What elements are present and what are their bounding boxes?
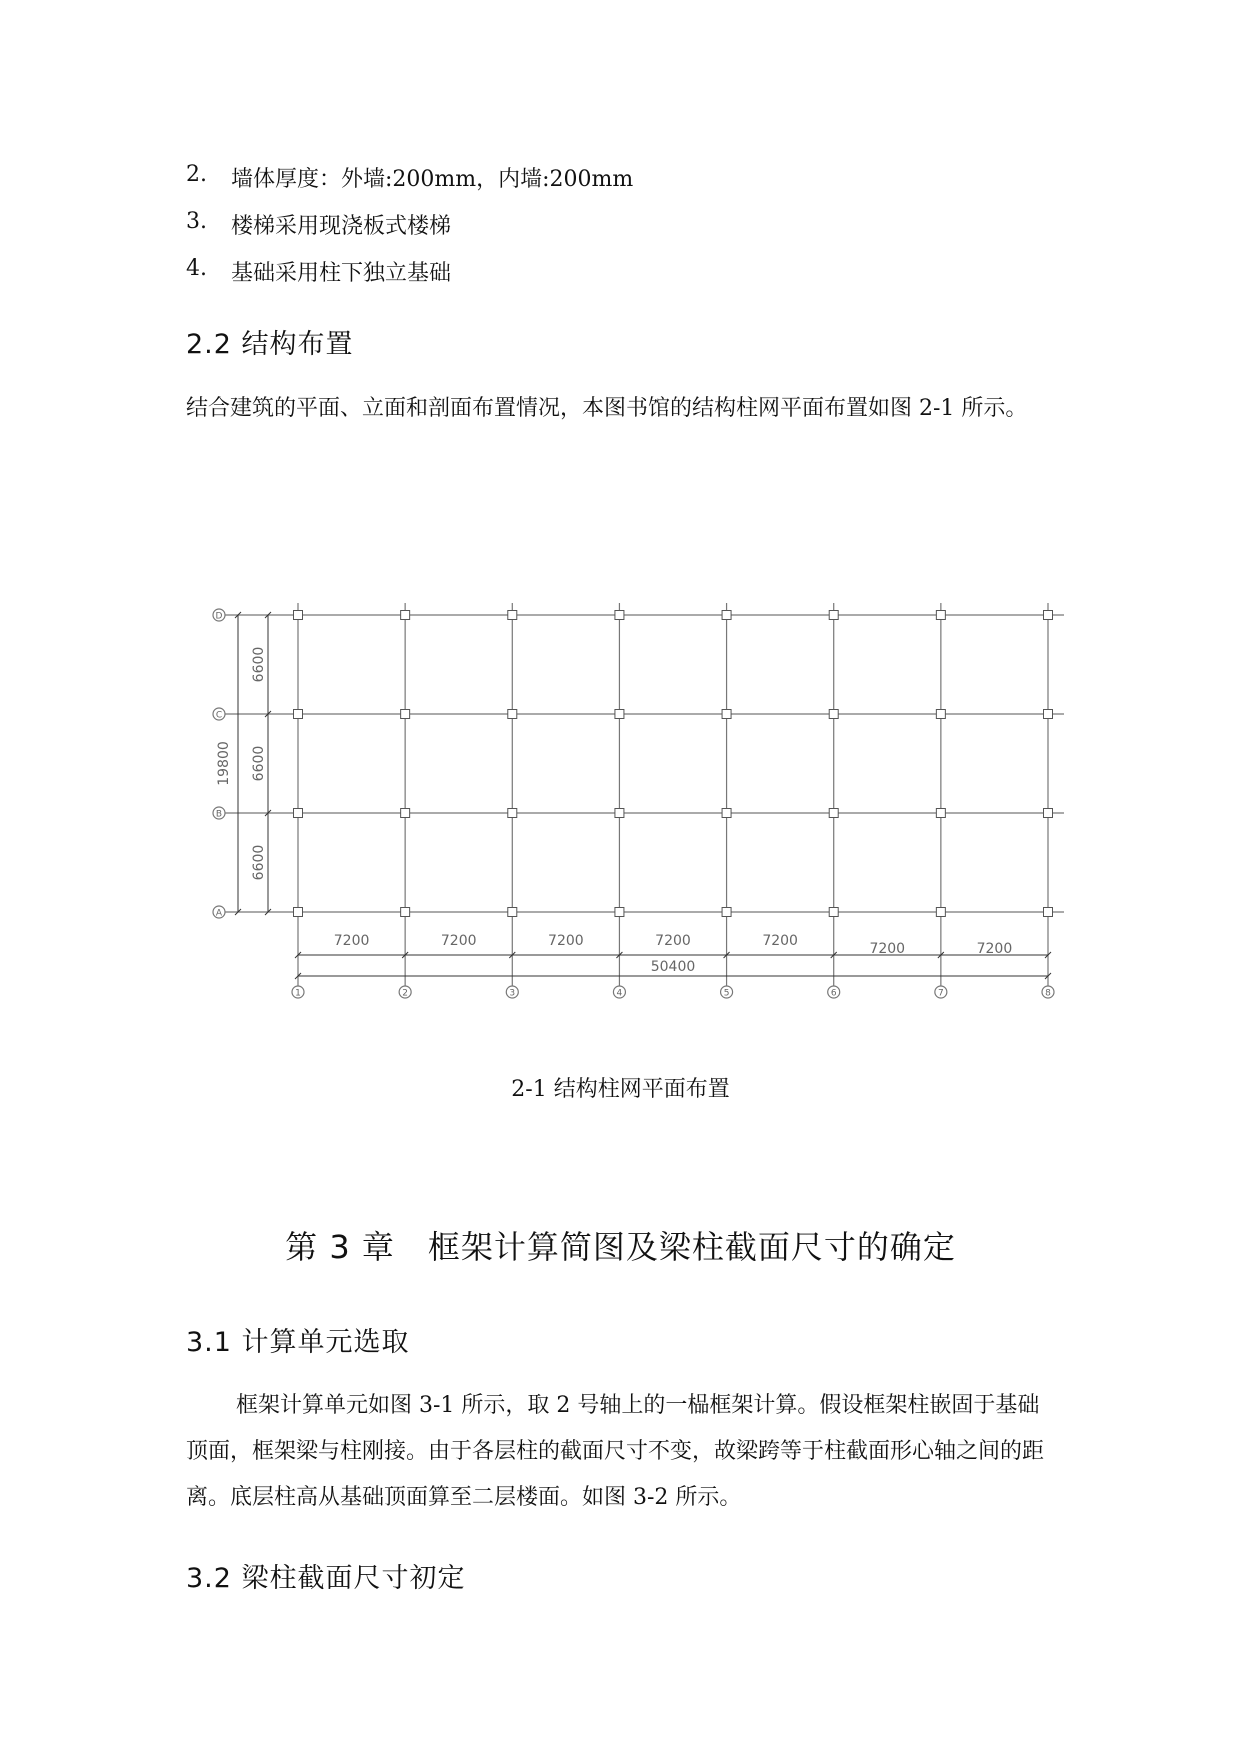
column-marker [615,611,624,620]
column-marker [1044,710,1053,719]
section-heading-3-2: 3.2 梁柱截面尺寸初定 [186,1563,466,1594]
chapter-3-title: 第 3 章 框架计算简图及梁柱截面尺寸的确定 [285,1228,956,1266]
dimension-label-column-spacing: 7200 [869,941,906,957]
list-item-3 [186,209,886,239]
column-marker [829,809,838,818]
column-marker [508,611,517,620]
axis-label-column: 5 [723,988,730,999]
list-text: 基础采用柱下独立基础 [231,261,452,286]
axis-label-row: A [215,908,223,919]
section-heading-2-2: 2.2 结构布置 [186,329,354,360]
list-text: 墙体厚度：外墙:200mm，内墙:200mm [231,167,634,192]
column-marker [936,809,945,818]
column-marker [722,908,731,917]
column-marker [936,908,945,917]
column-marker [722,809,731,818]
section-3-1-paragraph [186,1383,1061,1521]
axis-label-column: 4 [616,988,623,999]
dimension-label-row-spacing: 6600 [251,844,267,881]
axis-label-column: 7 [937,988,944,999]
list-number: 3. [186,209,207,234]
list-number: 2. [186,162,207,187]
axis-label-row: D [215,611,223,622]
dimension-label-total-depth: 19800 [216,741,232,786]
column-marker [508,809,517,818]
list-number: 4. [186,256,207,281]
dimension-label-column-spacing: 7200 [976,941,1013,957]
column-marker [722,611,731,620]
dimension-label-column-spacing: 7200 [440,933,477,949]
dimension-label-column-spacing: 7200 [333,933,370,949]
column-marker [829,710,838,719]
section-heading-3-1: 3.1 计算单元选取 [186,1327,410,1358]
column-marker [294,710,303,719]
column-marker [294,908,303,917]
column-marker [829,908,838,917]
column-marker [401,809,410,818]
column-marker [615,710,624,719]
axis-label-column: 2 [402,988,409,999]
column-marker [294,611,303,620]
column-marker [936,611,945,620]
dimension-label-row-spacing: 6600 [251,646,267,683]
column-marker [722,710,731,719]
column-marker [615,908,624,917]
column-marker [508,908,517,917]
list-text: 楼梯采用现浇板式楼梯 [231,214,452,239]
column-marker [294,809,303,818]
dimension-label-row-spacing: 6600 [251,745,267,782]
column-marker [401,611,410,620]
list-item-2 [186,162,886,192]
axis-label-column: 1 [295,988,301,999]
list-item-4 [186,256,886,286]
axis-label-column: 6 [830,988,837,999]
column-marker [1044,611,1053,620]
axis-label-column: 3 [509,988,516,999]
column-marker [401,710,410,719]
axis-label-row: B [215,809,223,820]
axis-label-column: 8 [1045,988,1051,999]
axis-label-row: C [215,710,223,721]
column-marker [401,908,410,917]
figure-2-1-caption: 2-1 结构柱网平面布置 [511,1077,730,1102]
dimension-label-column-spacing: 7200 [655,933,691,949]
column-marker [1044,908,1053,917]
column-marker [508,710,517,719]
section-2-2-paragraph: 结合建筑的平面、立面和剖面布置情况，本图书馆的结构柱网平面布置如图 2-1 所示。 [186,396,1028,421]
dimension-label-column-spacing: 7200 [762,933,798,949]
column-grid-plan-figure [0,590,1241,1010]
column-marker [936,710,945,719]
dimension-label-column-spacing: 7200 [548,933,584,949]
dimension-label-total-length: 50400 [650,959,696,975]
column-marker [615,809,624,818]
column-marker [829,611,838,620]
column-marker [1044,809,1053,818]
section-3-1-text: 框架计算单元如图 3-1 所示，取 2 号轴上的一榀框架计算。假设框架柱嵌固于基础顶面，框架梁与柱刚接。由于各层柱的截面尺寸不变，故梁跨等于柱截面形心轴之间的距离。底层柱高从基础顶面算至二层楼面。如图 3-2 所示。 [186,1393,1045,1510]
